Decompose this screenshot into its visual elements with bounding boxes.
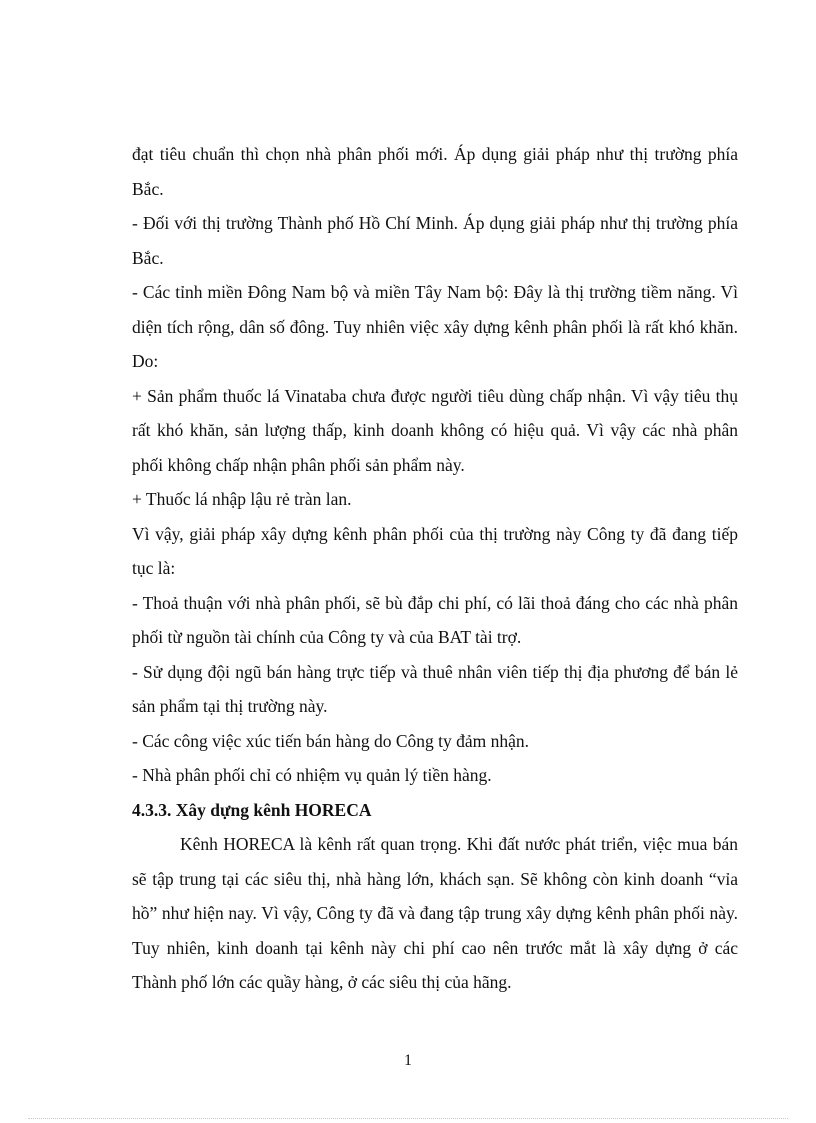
paragraph-vinataba-not-accepted: + Sản phẩm thuốc lá Vinataba chưa được người tiêu dùng chấp nhận. Vì vậy tiêu thụ rất khó khăn, sản lượng thấp, kinh doanh không có hiệu quả. Vì vậy các nhà phân phối không chấp nhận phân phối sản phẩm này. bbox=[132, 385, 738, 475]
paragraph-solution-intro: Vì vậy, giải pháp xây dựng kênh phân phối của thị trường này Công ty đã đang tiếp tục là: bbox=[132, 523, 738, 578]
paragraph-distributor-agreement: - Thoả thuận với nhà phân phối, sẽ bù đắp chi phí, có lãi thoả đáng cho các nhà phân phối từ nguồn tài chính của Công ty và của BAT tài trợ. bbox=[132, 592, 738, 647]
page-number: 1 bbox=[404, 1052, 412, 1069]
paragraph-northern-solution: đạt tiêu chuẩn thì chọn nhà phân phối mới. Áp dụng giải pháp như thị trường phía Bắc. bbox=[132, 144, 738, 199]
paragraph-direct-sales-team: - Sử dụng đội ngũ bán hàng trực tiếp và thuê nhân viên tiếp thị địa phương để bán lẻ sản phẩm tại thị trường này. bbox=[132, 661, 738, 716]
paragraph-hcmc-market: - Đối với thị trường Thành phố Hồ Chí Minh. Áp dụng giải pháp như thị trường phía Bắc. bbox=[132, 213, 738, 268]
page-bottom-border bbox=[28, 1118, 788, 1119]
paragraph-southeast-southwest: - Các tỉnh miền Đông Nam bộ và miền Tây Nam bộ: Đây là thị trường tiềm năng. Vì diện tích rộng, dân số đông. Tuy nhiên việc xây dựng kênh phân phối là rất khó khăn. Do: bbox=[132, 282, 738, 371]
paragraph-distributor-duty: - Nhà phân phối chỉ có nhiệm vụ quản lý tiền hàng. bbox=[132, 765, 492, 785]
paragraph-smuggled-cigarettes: + Thuốc lá nhập lậu rẻ tràn lan. bbox=[132, 489, 352, 509]
paragraph-sales-promotion: - Các công việc xúc tiến bán hàng do Công ty đảm nhận. bbox=[132, 730, 530, 751]
section-heading: 4.3.3. Xây dựng kênh HORECA bbox=[132, 799, 372, 820]
section-body: Kênh HORECA là kênh rất quan trọng. Khi đất nước phát triển, việc mua bán sẽ tập trung tại các siêu thị, nhà hàng lớn, khách sạn. Sẽ không còn kinh doanh “vỉa hồ” như hiện nay. Vì vậy, Công ty đã và đang tập trung xây dựng kênh phân phối này. Tuy nhiên, kinh doanh tại kênh này chi phí cao nên trước mắt là xây dựng ở các Thành phố lớn các quầy hàng, ở các siêu thị của hãng. bbox=[132, 834, 738, 992]
document-body bbox=[132, 137, 738, 1000]
